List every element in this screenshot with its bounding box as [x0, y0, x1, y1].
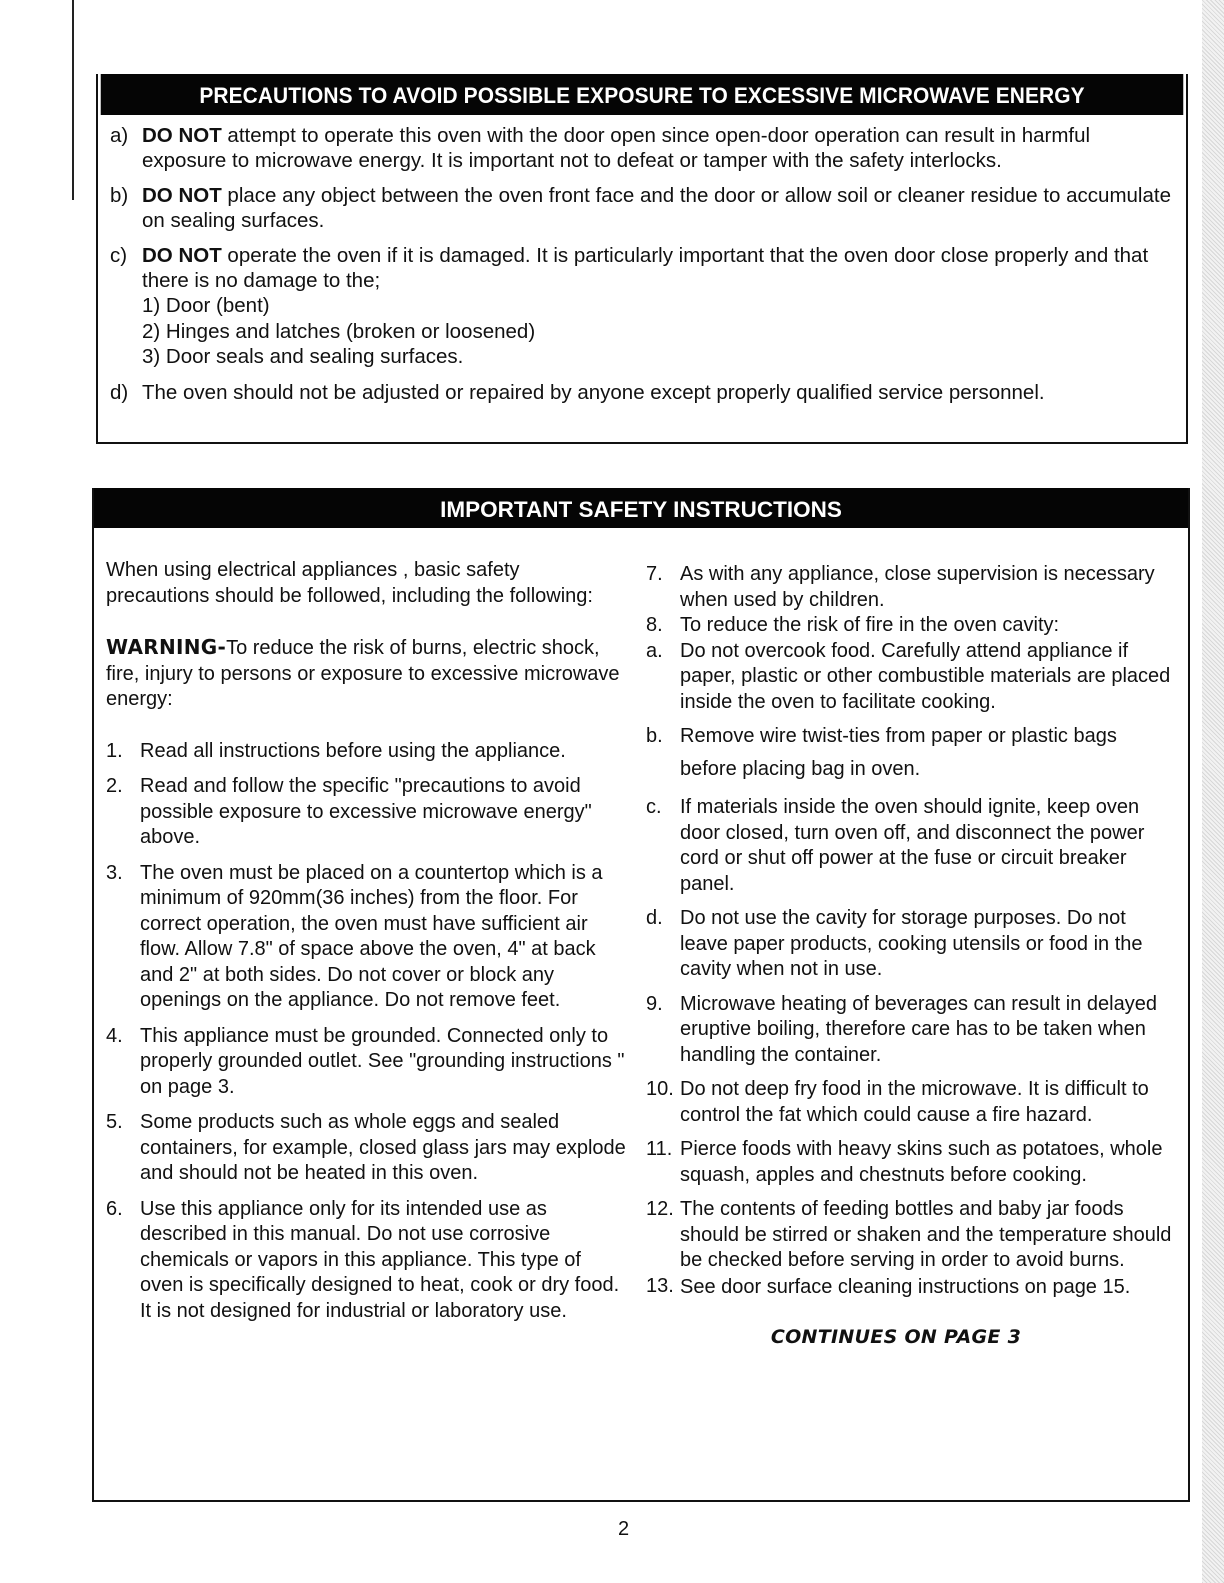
precaution-item-c: c) DO NOT operate the oven if it is damaged. It is particularly important that the oven door close properly and that there is no damage to the; 1) Door (bent) 2) Hinges and latches (broken or loosened) 3) Door seals and sealing surfaces. [110, 243, 1172, 370]
instruction-item: 2. Read and follow the specific "precautions to avoid possible exposure to excessive microwave energy" above. [106, 775, 592, 848]
instruction-item: 1. Read all instructions before using the appliance. [106, 739, 566, 762]
page-number: 2 [618, 1518, 630, 1540]
safety-title: IMPORTANT SAFETY INSTRUCTIONS [94, 488, 1188, 528]
instruction-item: 10. Do not deep fry food in the microwave. It is difficult to control the fat which could cause a fire hazard. [646, 1078, 1149, 1126]
instruction-item: 13. See door surface cleaning instructions on page 15. [646, 1274, 1131, 1298]
precautions-box [96, 74, 1188, 444]
damage-list-item: 3) Door seals and sealing surfaces. [142, 345, 464, 368]
instruction-item: 12. The contents of feeding bottles and baby jar foods should be stirred or shaken and the temperature should be checked before serving in order to avoid burns. [646, 1198, 1172, 1271]
instruction-subitem: d. Do not use the cavity for storage purposes. Do not leave paper products, cooking utensils or food in the cavity when not in use. [646, 907, 1143, 980]
instruction-item: 6. Use this appliance only for its intended use as described in this manual. Do not use corrosive chemicals or vapors in this appliance. This type of oven is specifically designed to heat, cook or dry food. It is not designed for industrial or laboratory use. [106, 1197, 620, 1322]
safety-instructions-box [92, 488, 1190, 1502]
precaution-item-a: a) DO NOT attempt to operate this oven with the door open since open-door operation can result in harmful exposure to microwave energy. It is important not to defeat or tamper with the safety interlocks. [110, 124, 1091, 172]
instruction-item: 11. Pierce foods with heavy skins such as potatoes, whole squash, apples and chestnuts before cooking. [646, 1138, 1163, 1186]
precaution-item-b: b) DO NOT place any object between the oven front face and the door or allow soil or cleaner residue to accumulate on sealing surfaces. [110, 184, 1171, 232]
precautions-title: PRECAUTIONS TO AVOID POSSIBLE EXPOSURE TO EXCESSIVE MICROWAVE ENERGY [101, 74, 1184, 115]
continues-note: CONTINUES ON PAGE 3 [770, 1325, 1022, 1348]
right-column [646, 558, 1176, 1350]
left-column [106, 558, 626, 1350]
intro-paragraph: When using electrical appliances , basic safety precautions should be followed, including the following: [106, 559, 593, 607]
damage-list-item: 1) Door (bent) [142, 294, 270, 317]
instruction-item: 7. As with any appliance, close supervision is necessary when used by children. [646, 563, 1155, 611]
instruction-item: 4. This appliance must be grounded. Connected only to properly grounded outlet. See "grounding instructions " on page 3. [106, 1024, 625, 1098]
instruction-subitem: c. If materials inside the oven should ignite, keep oven door closed, turn oven off, and disconnect the power cord or shut off power at the fuse or circuit breaker panel. [646, 796, 1145, 895]
damage-list [142, 293, 1172, 370]
warning-paragraph: WARNING-To reduce the risk of burns, electric shock, fire, injury to persons or exposure to excessive microwave energy: [106, 635, 620, 710]
precautions-body [98, 115, 1186, 405]
instruction-subitem: a. Do not overcook food. Carefully attend appliance if paper, plastic or other combustible materials are placed inside the oven to facilitate cooking. [646, 639, 1171, 713]
left-instruction-list [106, 739, 626, 1325]
instruction-item: 3. The oven must be placed on a countertop which is a minimum of 920mm(36 inches) from the floor. For correct operation, the oven must have sufficient air flow. Allow 7.8" of space above the oven, 4" at back and 2" at both sides. Do not cover or block any openings on the appliance. Do not remove feet. [106, 861, 603, 1011]
instruction-item: 9. Microwave heating of beverages can result in delayed eruptive boiling, therefore care has to be taken when handling the container. [646, 992, 1157, 1066]
damage-list-item: 2) Hinges and latches (broken or loosened) [142, 319, 536, 343]
precaution-item-d: d) The oven should not be adjusted or repaired by anyone except properly qualified service personnel. [110, 380, 1045, 404]
warning-label: WARNING- [106, 635, 227, 659]
instruction-item: 8. To reduce the risk of fire in the oven cavity: [646, 614, 1060, 636]
safety-columns [94, 528, 1188, 1350]
instruction-item: 5. Some products such as whole eggs and sealed containers, for example, closed glass jars may explode and should not be heated in this oven. [106, 1111, 626, 1184]
scan-edge-texture [1202, 0, 1224, 1583]
margin-rule [72, 0, 74, 200]
instruction-subitem: b. Remove wire twist-ties from paper or plastic bags before placing bag in oven. [646, 725, 1117, 780]
